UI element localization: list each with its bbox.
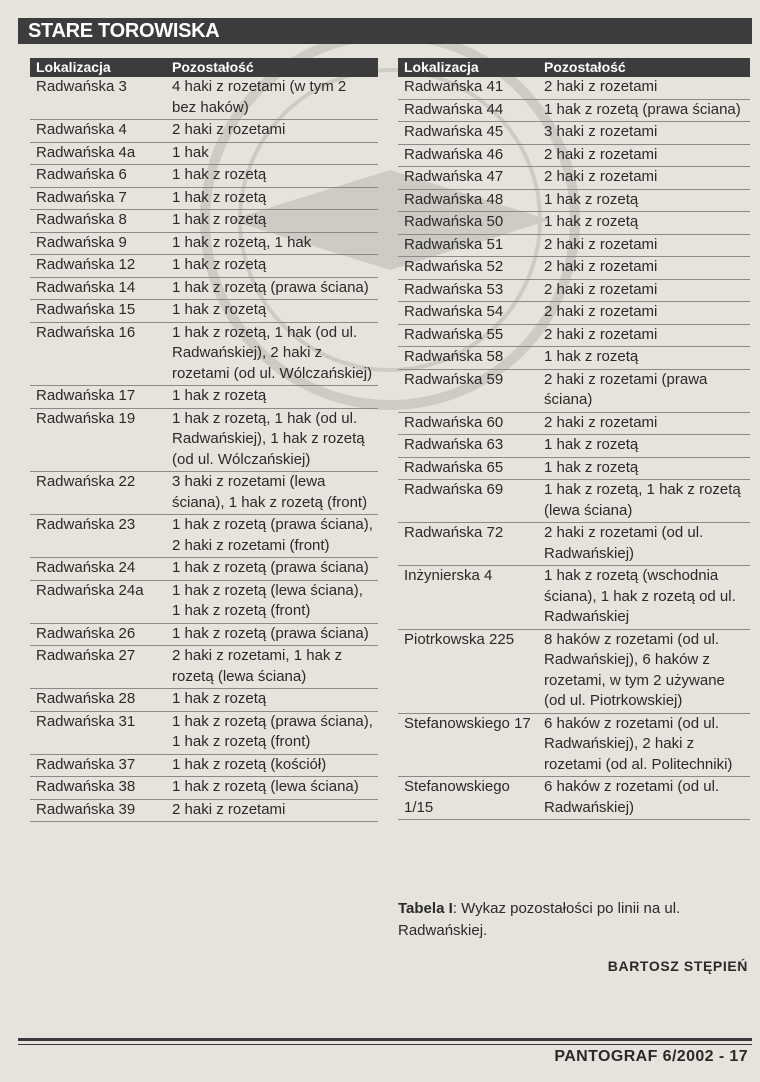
- remains-cell: 1 hak z rozetą: [538, 189, 750, 212]
- remains-cell: 2 haki z rozetami: [538, 144, 750, 167]
- location-cell: Radwańska 65: [398, 457, 538, 480]
- page-footer: PANTOGRAF 6/2002 - 17: [554, 1048, 748, 1065]
- table-row: [30, 322, 378, 386]
- right-table-column: [398, 58, 750, 820]
- right-table-body: [398, 77, 750, 820]
- table-header-row: [398, 58, 750, 77]
- location-cell: Radwańska 3: [30, 77, 166, 120]
- location-cell: Radwańska 24a: [30, 580, 166, 623]
- table-row: [30, 120, 378, 143]
- location-cell: Radwańska 47: [398, 167, 538, 190]
- location-cell: Radwańska 17: [30, 386, 166, 409]
- remains-cell: 3 haki z rozetami (lewa ściana), 1 hak z rozetą (front): [166, 472, 378, 515]
- table-row: [30, 580, 378, 623]
- location-cell: Radwańska 4: [30, 120, 166, 143]
- remains-cell: 1 hak z rozetą (kościół): [166, 754, 378, 777]
- remains-cell: 1 hak z rozetą, 1 hak z rozetą (lewa ściana): [538, 480, 750, 523]
- table-row: [30, 408, 378, 472]
- remains-cell: 1 hak z rozetą: [538, 347, 750, 370]
- remains-cell: 2 haki z rozetami, 1 hak z rozetą (lewa ściana): [166, 646, 378, 689]
- location-cell: Radwańska 22: [30, 472, 166, 515]
- remains-cell: 2 haki z rozetami: [538, 279, 750, 302]
- table-row: [30, 165, 378, 188]
- remains-table-left: [30, 58, 378, 822]
- remains-cell: 1 hak z rozetą: [166, 165, 378, 188]
- table-row: [30, 210, 378, 233]
- remains-cell: 1 hak z rozetą: [538, 435, 750, 458]
- table-row: [398, 777, 750, 820]
- remains-cell: 1 hak z rozetą: [166, 689, 378, 712]
- remains-cell: 8 haków z rozetami (od ul. Radwańskiej), 6 haków z rozetami, w tym 2 używane (od ul. Piotrkowskiej): [538, 629, 750, 713]
- table-row: [398, 122, 750, 145]
- location-cell: Radwańska 14: [30, 277, 166, 300]
- section-title: STARE TOROWISKA: [18, 18, 752, 44]
- remains-cell: 4 haki z rozetami (w tym 2 bez haków): [166, 77, 378, 120]
- table-row: [398, 566, 750, 630]
- remains-cell: 6 haków z rozetami (od ul. Radwańskiej): [538, 777, 750, 820]
- location-cell: Radwańska 41: [398, 77, 538, 99]
- location-cell: Radwańska 52: [398, 257, 538, 280]
- location-cell: Radwańska 8: [30, 210, 166, 233]
- remains-cell: 1 hak z rozetą (prawa ściana), 1 hak z rozetą (front): [166, 711, 378, 754]
- table-row: [30, 689, 378, 712]
- remains-cell: 1 hak z rozetą (prawa ściana), 2 haki z rozetami (front): [166, 515, 378, 558]
- table-row: [398, 629, 750, 713]
- left-table-column: [30, 58, 378, 822]
- remains-cell: 2 haki z rozetami: [538, 302, 750, 325]
- remains-cell: 1 hak z rozetą: [166, 300, 378, 323]
- table-row: [398, 99, 750, 122]
- location-cell: Radwańska 72: [398, 523, 538, 566]
- header-location: Lokalizacja: [30, 58, 166, 77]
- header-remains: Pozostałość: [166, 58, 378, 77]
- table-row: [30, 232, 378, 255]
- table-caption: [398, 898, 750, 942]
- remains-cell: 2 haki z rozetami: [166, 799, 378, 822]
- table-row: [30, 472, 378, 515]
- location-cell: Radwańska 37: [30, 754, 166, 777]
- table-row: [30, 187, 378, 210]
- table-row: [398, 279, 750, 302]
- remains-cell: 1 hak z rozetą (lewa ściana), 1 hak z rozetą (front): [166, 580, 378, 623]
- table-row: [30, 77, 378, 120]
- remains-cell: 1 hak z rozetą: [166, 210, 378, 233]
- table-row: [30, 300, 378, 323]
- location-cell: Radwańska 55: [398, 324, 538, 347]
- remains-cell: 1 hak z rozetą (lewa ściana): [166, 777, 378, 800]
- location-cell: Radwańska 39: [30, 799, 166, 822]
- location-cell: Radwańska 4a: [30, 142, 166, 165]
- table-row: [398, 435, 750, 458]
- left-table-body: [30, 77, 378, 822]
- table-row: [398, 212, 750, 235]
- remains-cell: 1 hak z rozetą: [166, 255, 378, 278]
- table-row: [398, 189, 750, 212]
- location-cell: Radwańska 6: [30, 165, 166, 188]
- remains-cell: 1 hak z rozetą (wschodnia ściana), 1 hak z rozetą od ul. Radwańskiej: [538, 566, 750, 630]
- author-name: BARTOSZ STĘPIEŃ: [607, 958, 748, 974]
- table-row: [398, 77, 750, 99]
- remains-table-right: [398, 58, 750, 820]
- remains-cell: 1 hak: [166, 142, 378, 165]
- table-row: [398, 347, 750, 370]
- remains-cell: 1 hak z rozetą, 1 hak: [166, 232, 378, 255]
- location-cell: Radwańska 53: [398, 279, 538, 302]
- remains-cell: 1 hak z rozetą (prawa ściana): [166, 623, 378, 646]
- caption-label: Tabela I: [398, 900, 453, 917]
- location-cell: Radwańska 24: [30, 558, 166, 581]
- location-cell: Radwańska 26: [30, 623, 166, 646]
- remains-cell: 2 haki z rozetami: [538, 77, 750, 99]
- location-cell: Radwańska 69: [398, 480, 538, 523]
- location-cell: Radwańska 16: [30, 322, 166, 386]
- table-row: [398, 713, 750, 777]
- table-row: [30, 711, 378, 754]
- table-row: [398, 324, 750, 347]
- table-row: [398, 144, 750, 167]
- remains-cell: 1 hak z rozetą (prawa ściana): [538, 99, 750, 122]
- table-row: [30, 646, 378, 689]
- location-cell: Radwańska 48: [398, 189, 538, 212]
- table-row: [398, 480, 750, 523]
- table-row: [30, 515, 378, 558]
- location-cell: Radwańska 9: [30, 232, 166, 255]
- table-row: [398, 369, 750, 412]
- remains-cell: 2 haki z rozetami: [538, 257, 750, 280]
- remains-cell: 2 haki z rozetami (prawa ściana): [538, 369, 750, 412]
- location-cell: Radwańska 46: [398, 144, 538, 167]
- remains-cell: 2 haki z rozetami: [538, 324, 750, 347]
- remains-cell: 1 hak z rozetą (prawa ściana): [166, 558, 378, 581]
- location-cell: Stefanowskiego 1/15: [398, 777, 538, 820]
- location-cell: Radwańska 63: [398, 435, 538, 458]
- location-cell: Radwańska 23: [30, 515, 166, 558]
- location-cell: Radwańska 60: [398, 412, 538, 435]
- table-row: [398, 302, 750, 325]
- location-cell: Radwańska 59: [398, 369, 538, 412]
- header-remains: Pozostałość: [538, 58, 750, 77]
- location-cell: Radwańska 38: [30, 777, 166, 800]
- remains-cell: 1 hak z rozetą: [166, 187, 378, 210]
- table-row: [30, 799, 378, 822]
- remains-cell: 1 hak z rozetą: [538, 212, 750, 235]
- table-row: [30, 754, 378, 777]
- table-row: [398, 234, 750, 257]
- table-header-row: [30, 58, 378, 77]
- table-row: [398, 523, 750, 566]
- remains-cell: 2 haki z rozetami (od ul. Radwańskiej): [538, 523, 750, 566]
- location-cell: Radwańska 7: [30, 187, 166, 210]
- remains-cell: 2 haki z rozetami: [538, 412, 750, 435]
- table-row: [30, 777, 378, 800]
- location-cell: Radwańska 12: [30, 255, 166, 278]
- table-row: [30, 623, 378, 646]
- remains-cell: 1 hak z rozetą, 1 hak (od ul. Radwańskiej), 2 haki z rozetami (od ul. Wólczańskiej): [166, 322, 378, 386]
- footer-rule-thin: [18, 1044, 752, 1045]
- location-cell: Radwańska 19: [30, 408, 166, 472]
- table-row: [30, 386, 378, 409]
- remains-cell: 1 hak z rozetą: [538, 457, 750, 480]
- remains-cell: 1 hak z rozetą, 1 hak (od ul. Radwańskiej), 1 hak z rozetą (od ul. Wólczańskiej): [166, 408, 378, 472]
- table-row: [30, 255, 378, 278]
- remains-cell: 6 haków z rozetami (od ul. Radwańskiej), 2 haki z rozetami (od al. Politechniki): [538, 713, 750, 777]
- remains-cell: 2 haki z rozetami: [166, 120, 378, 143]
- footer-rule-thick: [18, 1038, 752, 1041]
- table-row: [30, 558, 378, 581]
- location-cell: Radwańska 44: [398, 99, 538, 122]
- location-cell: Radwańska 54: [398, 302, 538, 325]
- remains-cell: 2 haki z rozetami: [538, 234, 750, 257]
- remains-cell: 3 haki z rozetami: [538, 122, 750, 145]
- table-row: [30, 142, 378, 165]
- table-row: [30, 277, 378, 300]
- location-cell: Radwańska 27: [30, 646, 166, 689]
- caption-text: : Wykaz pozostałości po linii na ul. Radwańskiej.: [398, 900, 681, 939]
- location-cell: Radwańska 51: [398, 234, 538, 257]
- table-row: [398, 167, 750, 190]
- table-row: [398, 412, 750, 435]
- remains-cell: 1 hak z rozetą: [166, 386, 378, 409]
- location-cell: Radwańska 28: [30, 689, 166, 712]
- remains-cell: 1 hak z rozetą (prawa ściana): [166, 277, 378, 300]
- header-location: Lokalizacja: [398, 58, 538, 77]
- location-cell: Inżynierska 4: [398, 566, 538, 630]
- location-cell: Radwańska 58: [398, 347, 538, 370]
- location-cell: Piotrkowska 225: [398, 629, 538, 713]
- location-cell: Radwańska 45: [398, 122, 538, 145]
- location-cell: Radwańska 50: [398, 212, 538, 235]
- table-row: [398, 457, 750, 480]
- table-row: [398, 257, 750, 280]
- location-cell: Stefanowskiego 17: [398, 713, 538, 777]
- location-cell: Radwańska 31: [30, 711, 166, 754]
- remains-cell: 2 haki z rozetami: [538, 167, 750, 190]
- location-cell: Radwańska 15: [30, 300, 166, 323]
